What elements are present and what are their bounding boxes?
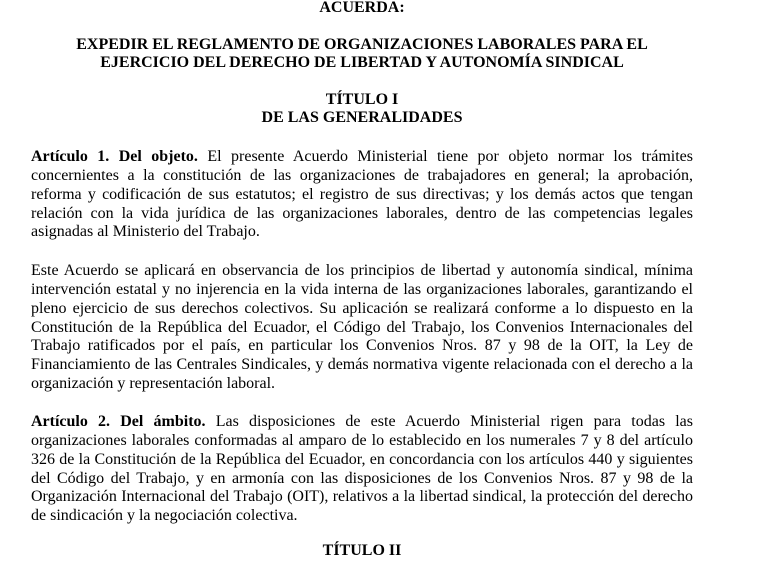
articulo-2-paragraph-1 xyxy=(31,413,693,526)
paragraph-text: Las disposiciones de este Acuerdo Ministerial rigen para todas las xyxy=(215,413,694,431)
paragraph-line: Financiamiento de las Centrales Sindicales, y demás normativa vigente relacionada con el derecho a la xyxy=(31,356,693,374)
paragraph-line: reforma y codificación de sus estatutos; el registro de sus directivas; y los demás actos que tengan xyxy=(31,185,693,203)
paragraph-line: del Código del Trabajo, y en armonía con las disposiciones de los Convenios Nros. 87 y 98 de la xyxy=(31,469,693,487)
regulation-title xyxy=(31,36,693,74)
titulo-1-label: TÍTULO I xyxy=(325,90,399,108)
paragraph-line: organización y representación laboral. xyxy=(31,374,276,392)
resolution-heading: ACUERDA: xyxy=(319,0,405,16)
titulo-2-label: TÍTULO II xyxy=(322,541,402,559)
paragraph-line: organizaciones laborales conformadas al amparo de lo establecido en los numerales 7 y 8 del artículo xyxy=(31,431,693,449)
paragraph-line: Organización Internacional del Trabajo (OIT), relativos a la libertad sindical, la protección del derecho xyxy=(31,488,693,506)
regulation-title-line-2: EJERCICIO DEL DERECHO DE LIBERTAD Y AUTONOMÍA SINDICAL xyxy=(100,54,624,72)
paragraph-line: intervención estatal y no injerencia en la vida interna de las organizaciones laborales, garantizando el xyxy=(31,280,693,298)
articulo-1-heading: Artículo 1. Del objeto. xyxy=(31,148,198,166)
paragraph-line: concernientes a la constitución de las organizaciones de trabajadores en general; la aprobación, xyxy=(31,166,693,184)
regulation-title-line-1: EXPEDIR EL REGLAMENTO DE ORGANIZACIONES LABORALES PARA EL xyxy=(76,35,648,53)
articulo-2-heading: Artículo 2. Del ámbito. xyxy=(31,413,206,431)
paragraph-line xyxy=(31,148,693,167)
articulo-1-paragraph-1 xyxy=(31,148,693,242)
paragraph-line: de sindicación y la negociación colectiva. xyxy=(31,507,298,525)
paragraph-line: Este Acuerdo se aplicará en observancia de los principios de libertad y autonomía sindical, mínima xyxy=(31,262,693,280)
paragraph-line: Constitución de la República del Ecuador, el Código del Trabajo, los Convenios Internacionales del xyxy=(31,318,693,336)
paragraph-line: pleno ejercicio de sus derechos colectivos. Su aplicación se realizará conforme a lo dispuesto en la xyxy=(31,299,693,317)
paragraph-line: relación con la vida jurídica de las organizaciones laborales, dentro de las competencias legales xyxy=(31,204,693,222)
titulo-1-heading xyxy=(31,91,693,129)
paragraph-line: asignadas al Ministerio del Trabajo. xyxy=(31,223,260,241)
paragraph-line: 326 de la Constitución de la República del Ecuador, en concordancia con los artículos 440 y siguientes xyxy=(31,450,693,468)
paragraph-line: Trabajo ratificados por el país, en particular los Convenios Nros. 87 y 98 de la OIT, la Ley de xyxy=(31,337,693,355)
paragraph-text: El presente Acuerdo Ministerial tiene por objeto normar los trámites xyxy=(207,148,694,166)
articulo-1-paragraph-2 xyxy=(31,262,693,394)
paragraph-line xyxy=(31,413,693,432)
titulo-1-name: DE LAS GENERALIDADES xyxy=(261,109,463,127)
